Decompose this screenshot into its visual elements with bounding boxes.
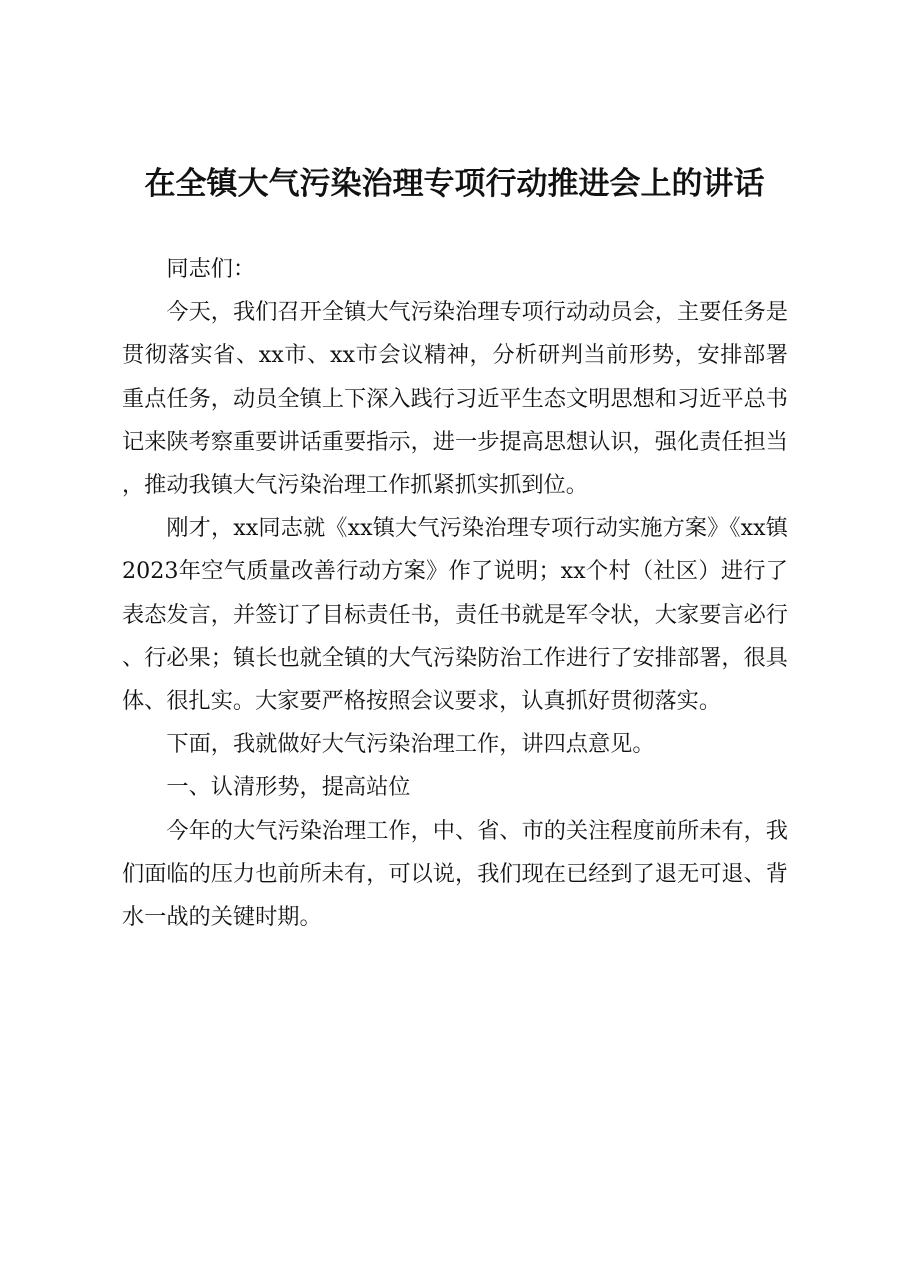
section-heading-1: 一、认清形势，提高站位 <box>166 774 411 801</box>
document-title: 在全镇大气污染治理专项行动推进会上的讲话 <box>144 166 765 202</box>
paragraph-review: 刚才，xx同志就《xx镇大气污染治理专项行动实施方案》《xx镇2023年空气质量改善行动方案》作了说明；xx个村（社区）进行了表态发言，并签订了目标责任书，责任书就是军令状，大家要言必行、行必果；镇长也就全镇的大气污染防治工作进行了安排部署，很具体、很扎实。大家要严格按照会议要求，认真抓好贯彻落实。 <box>122 515 788 715</box>
paragraph-greeting: 同志们： <box>166 256 256 282</box>
paragraph-transition: 下面，我就做好大气污染治理工作，讲四点意见。 <box>166 731 655 758</box>
document-body <box>122 248 788 939</box>
paragraph-situation: 今年的大气污染治理工作，中、省、市的关注程度前所未有，我们面临的压力也前所未有，可以说，我们现在已经到了退无可退、背水一战的关键时期。 <box>122 817 788 931</box>
paragraph-intro: 今天，我们召开全镇大气污染治理专项行动动员会，主要任务是贯彻落实省、xx市、xx市会议精神，分析研判当前形势，安排部署重点任务，动员全镇上下深入践行习近平生态文明思想和习近平总书记来陕考察重要讲话重要指示，进一步提高思想认识，强化责任担当，推动我镇大气污染治理工作抓紧抓实抓到位。 <box>122 299 788 499</box>
